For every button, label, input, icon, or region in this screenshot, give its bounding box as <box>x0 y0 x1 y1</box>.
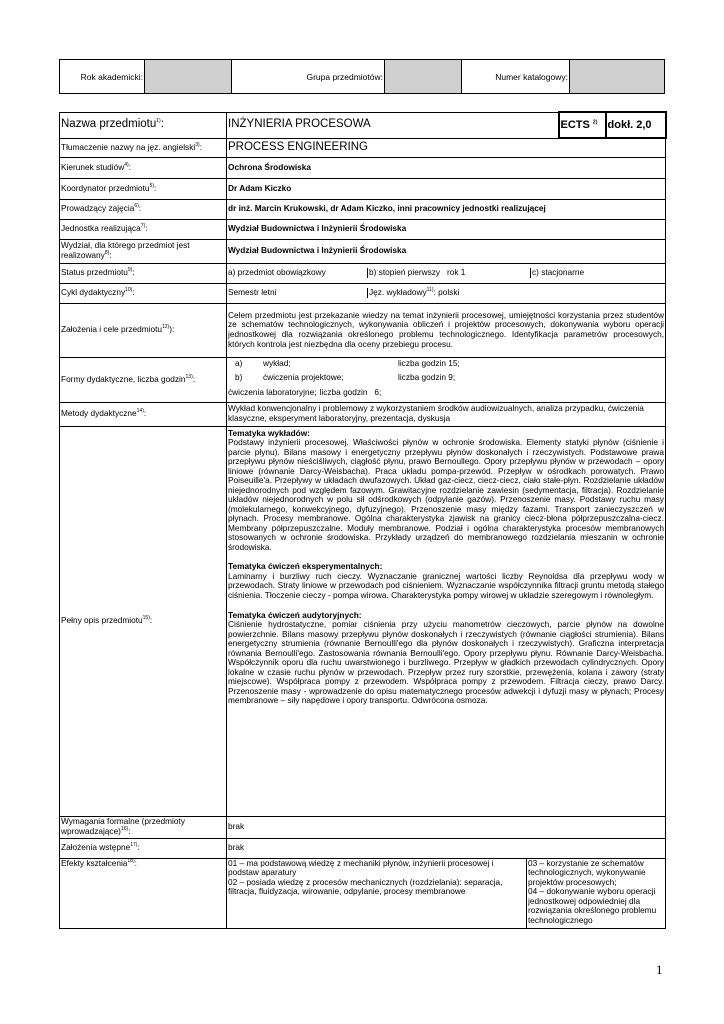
coordinator-label: Koordynator przedmiotu$^{5)}$: <box>60 178 227 199</box>
instructors-label: Prowadzący zajęcia$^{6)}$: <box>60 199 227 219</box>
course-name: INŻYNIERIA PROCESOWA <box>227 112 559 138</box>
forms-cell <box>227 357 666 402</box>
field-value: Ochrona Środowiska <box>227 157 666 178</box>
lecture-language: Jęz. wykładowy$^{11)}$: polski <box>369 287 460 298</box>
lecture-topics-text: Podstawy inżynierii procesowej. Właściwości płynów w ochronie środowiska. Elementy statyki płynów (ciśnienie i parcie płynu). Bilans masowy i energetyczny przepływu płynów doskonałych i rzeczywistych. Podstawowe prawa przepływu płynów nieściśliwych, ciągłość płynu, prawo Bernoullego. Opory przepływu płynów w przewodach – opory liniowe (równanie Darcy-Weisbacha). Praca układu pompa-przewód. Przepływ w ośrodkach porowatych. Prawo Poiseuille'a. Przepływy w układach dwufazowych. Układ gaz-ciecz, ciecz-ciecz, ciało stałe-płyn. Rozdzielanie układów niejednorodnych pod względem fazowym. Grawitacyjne rozdzielanie zawiesin (sedymentacja, filtracja). Rozdzielanie układów niejednorodnych w polu sił odśrodkowych (odpylanie gazów). Przenoszenie masy. Podstawy ruchu masy (molekularnego, konwekcyjnego, dyfuzyjnego). Przenoszenie masy między fazami. Transport zanieczyszczeń w płynach. Procesy membranowe. Ogólna charakterystyka zjawisk na granicy ciecz-błona półprzepuszczalna-ciecz. Membrany półprzepuszczalne. Moduły membranowe. Podział i ogólna charakterystyka procesów membranowych stosowanych w ochronie środowiska. Przykłady urządzeń do membranowego rozdzielania mieszanin w ochronie środowiska. <box>228 437 665 552</box>
faculty-label: Wydział, dla którego przedmiot jest realizowany$^{8)}$: <box>60 239 227 263</box>
row-forms <box>60 357 666 402</box>
row-unit <box>60 219 666 239</box>
requirements-label: Wymagania formalne (przedmioty wprowadzające)$^{16)}$: <box>60 816 227 838</box>
row-instructors <box>60 199 666 219</box>
subject-group-field[interactable] <box>385 60 462 94</box>
ects-value: dokł. 2,0 <box>606 112 666 138</box>
methods-label: Metody dydaktyczne$^{14)}$: <box>60 402 227 426</box>
requirements-value: brak <box>227 816 666 838</box>
row-methods <box>60 402 666 426</box>
experimental-topics-text: Laminarny i burzliwy ruch cieczy. Wyznaczanie granicznej wartości liczby Reynoldsa dla przepływu wody w przewodach. Straty liniowe w przewodach pod ciśnieniem. Wyznaczanie współczynnika filtracji gruntu metodą stałego ciśnienia. Tłoczenie cieczy - pompa wirowa. Charakterystyka pompy wirowej w układzie szeregowym i równoległym. <box>228 570 665 600</box>
outcomes-right: 03 – korzystanie ze schematów technologicznych, wykonywanie projektów procesowych; 04 – dokonywanie wyboru operacji jednostkowej odpowiedniej dla rozwiązania określonego problemu technologicznego <box>527 858 666 928</box>
faculty-value: Wydział Budownictwa i Inżynierii Środowiska <box>227 239 666 263</box>
row-requirements <box>60 816 666 838</box>
form-item: b) ćwiczenia projektowe; liczba godzin 9; <box>235 371 456 382</box>
cycle-label: Cykl dydaktyczny$^{10)}$: <box>60 283 227 303</box>
outcomes-left: 01 – ma podstawową wiedzę z mechaniki płynów, inżynierii procesowej i podstaw aparatury 02 – posiada wiedzę z procesów mechanicznych (rozdzielania): separacja, filtracja, fluidyzacja, wirowanie, odpylanie, procesy membranowe <box>227 858 527 928</box>
english-name-label: Tłumaczenie nazwy na jęz. angielski$^{3)}$: <box>60 138 227 157</box>
academic-year-field[interactable] <box>145 60 232 94</box>
status-c: c) stacjonarne <box>532 267 585 278</box>
status-label: Status przedmiotu$^{9)}$: <box>60 263 227 283</box>
row-prerequisites <box>60 838 666 858</box>
auditorium-topics-text: Ciśnienie hydrostatyczne, pomiar ciśnienia przy użyciu manometrów cieczowych, parcie płynów na dowolne powierzchnie. Bilans masowy przepływu płynów doskonałych i rzeczywistych (równanie ciągłości strumienia). Bilans energetyczny strumienia (równanie Bernoulli'ego dla płynów doskonałych i rzeczywistych). Graficzna interpretacja równania Bernoulli'ego. Zastosowania równania Bernoulli'ego. Opory przepływu płynu. Równanie Darcy-Weisbacha. Współczynnik oporu dla ruchu uwarstwionego i burzliwego. Przepływ w gładkich przewodach cylindrycznych. Opory lokalne w czasie ruchu płynów w przewodach. Przepływ przez rury szorstkie, przewężenia, kolana i zawory (straty miejscowe). Współpraca pompy z przewodem. Współpraca pompy z przewodem. Filtracja cieczy, prawo Darcy. Przenoszenie masy - wprowadzenie do opisu matematycznego procesów adwekcji i dyfuzji masy w płynach; Procesy membranowe – siły napędowe i opory transportu. Odwrócona osmoza. <box>228 619 665 706</box>
cycle-value: Semestr letni <box>227 288 368 298</box>
prerequisites-label: Założenia wstępne$^{17)}$: <box>60 838 227 858</box>
prerequisites-value: brak <box>227 838 666 858</box>
header-table <box>59 59 665 94</box>
catalog-number-field[interactable] <box>570 60 665 94</box>
subject-group-label: Grupa przedmiotów: <box>232 60 385 94</box>
full-description-label: Pełny opis przedmiotu$^{15)}$: <box>60 426 227 816</box>
row-faculty <box>60 239 666 263</box>
page-number: 1 <box>656 962 663 977</box>
catalog-number-label: Numer katalogowy: <box>462 60 570 94</box>
row-english-name <box>60 138 666 157</box>
unit-label: Jednostka realizująca$^{7)}$: <box>60 219 227 239</box>
status-a: a) przedmiot obowiązkowy <box>227 268 368 278</box>
auditorium-topics-title: Tematyka ćwiczeń audytoryjnych: <box>228 609 362 620</box>
field-label: Kierunek studiów$^{4)}$: <box>60 157 227 178</box>
instructors-value: dr inż. Marcin Krukowski, dr Adam Kiczko, inni pracownicy jednostki realizującej <box>227 199 666 219</box>
row-outcomes <box>60 858 666 928</box>
row-field <box>60 157 666 178</box>
unit-value: Wydział Budownictwa i Inżynierii Środowiska <box>227 219 666 239</box>
methods-text: Wykład konwencjonalny i problemowy z wykorzystaniem środków audiowizualnych, analiza przypadku, ćwiczenia klasyczne, eksperyment laboratoryjny, prezentacja, dyskusja <box>227 402 666 426</box>
course-name-label: Nazwa przedmiotu$^{1)}$: <box>60 112 227 138</box>
row-coordinator <box>60 178 666 199</box>
form-item: a) wykład; liczba godzin 15; <box>235 357 460 368</box>
goals-text: Celem przedmiotu jest przekazanie wiedzy na temat inżynierii procesowej, umiejętności korzystania przez studentów ze schematów technologicznych, wykonywania obliczeń i projektów procesowych, dokonywania wyboru operacji jednostkowej dla rozwiązania określonego problemu technologicznego. Identyfikacja parametrów procesowych, których kontrola jest niezbędna dla oceny przebiegu procesu. <box>227 303 666 357</box>
forms-label: Formy dydaktyczne, liczba godzin$^{13)}$: <box>60 357 227 402</box>
outcomes-label: Efekty kształcenia$^{18)}$: <box>60 858 227 928</box>
full-description-cell <box>227 426 666 816</box>
row-course-name <box>60 112 666 138</box>
row-status <box>60 263 666 283</box>
course-card-table <box>59 111 667 929</box>
ects-label: ECTS $^{2)}$ <box>559 112 606 138</box>
row-goals <box>60 303 666 357</box>
row-full-description <box>60 426 666 816</box>
coordinator-value: Dr Adam Kiczko <box>227 178 666 199</box>
english-name: PROCESS ENGINEERING <box>227 138 666 157</box>
cycle-cell <box>227 283 666 303</box>
experimental-topics-title: Tematyka ćwiczeń eksperymentalnych: <box>228 561 383 572</box>
status-cell <box>227 263 666 283</box>
academic-year-label: Rok akademicki: <box>60 60 145 94</box>
lecture-topics-title: Tematyka wykładów: <box>228 427 310 438</box>
status-b: b) stopień pierwszy rok 1 <box>368 268 531 278</box>
form-item: ćwiczenia laboratoryjne; liczba godzin 6; <box>228 386 382 397</box>
row-cycle <box>60 283 666 303</box>
goals-label: Założenia i cele przedmiotu$^{12)}$): <box>60 303 227 357</box>
